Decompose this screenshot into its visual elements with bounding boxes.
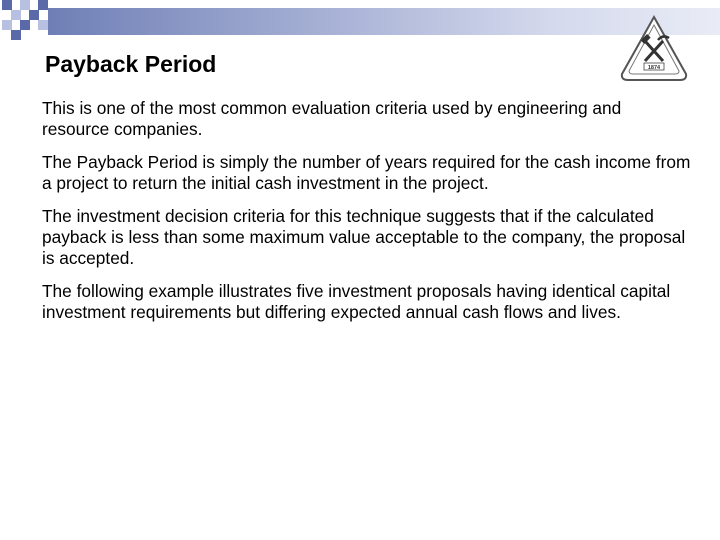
paragraph: The Payback Period is simply the number of years required for the cash income from a project to return the initial cash investment in the project.: [42, 152, 691, 193]
slide-title: Payback Period: [45, 51, 217, 77]
decor-square: [11, 30, 21, 40]
decor-square: [20, 0, 30, 10]
decor-square: [38, 20, 48, 30]
school-seal-logo: [618, 14, 690, 84]
decor-square: [20, 20, 30, 30]
paragraph: The investment decision criteria for this technique suggests that if the calculated payback is less than some maximum value acceptable to the company, the proposal is accepted.: [42, 206, 686, 268]
decor-square: [29, 10, 39, 20]
paragraph: The following example illustrates five investment proposals having identical capital investment requirements but differing expected annual cash flows and lives.: [42, 281, 671, 322]
logo-year: 1874: [647, 65, 661, 71]
slide-body: [42, 98, 692, 335]
decor-square: [11, 10, 21, 20]
decor-square: [2, 0, 12, 10]
decor-square: [38, 0, 48, 10]
decor-square: [2, 20, 12, 30]
paragraph: This is one of the most common evaluation criteria used by engineering and resource companies.: [42, 98, 622, 139]
